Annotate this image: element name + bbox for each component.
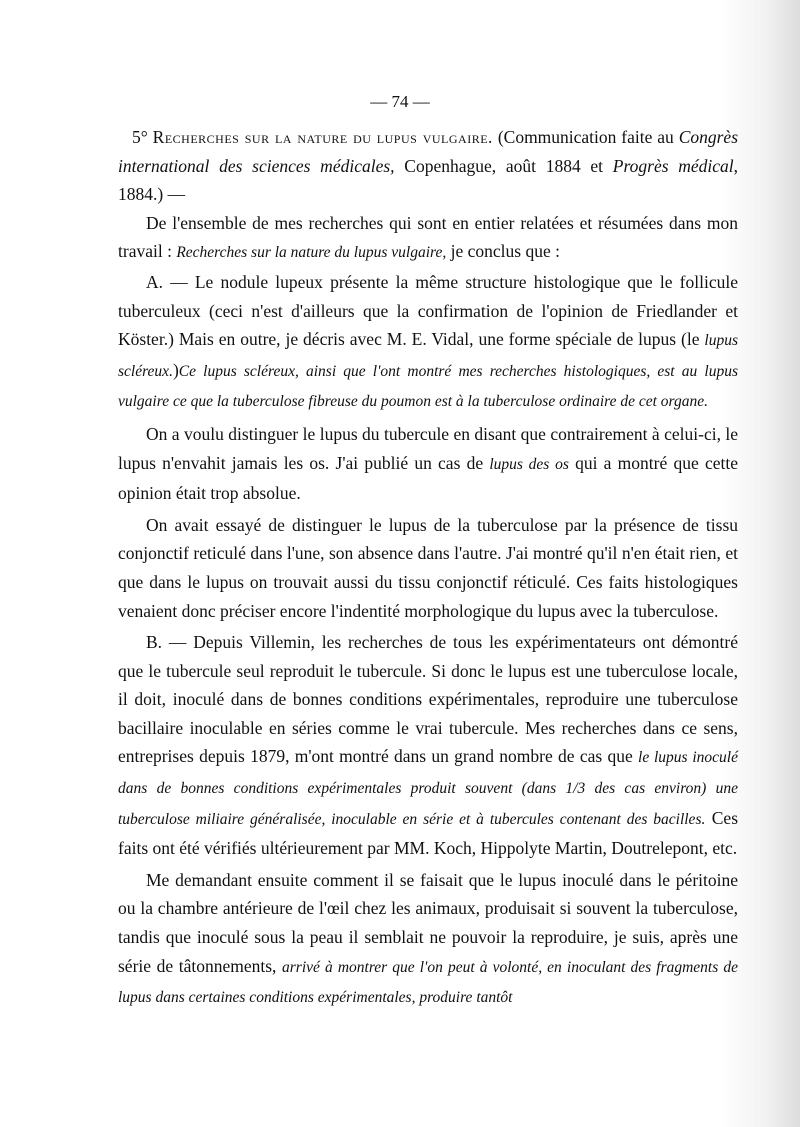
section-a-paragraph <box>118 268 738 417</box>
congress-location: Copenhague, août 1884 et <box>394 155 613 176</box>
intro-paragraph <box>118 209 738 268</box>
section-a-italic-name: lupus scléreux. <box>118 332 738 380</box>
section-b-italic: le lupus inoculé dans de bonnes conditions expérimentales produit souvent (dans 1/3 des cas environ) une tuberculose miliaire généralisée, inoculable en série et à tubercules contenant des bacilles. <box>118 749 738 828</box>
inoculation-italic: arrivé à montrer que l'on peut à volonté, en inoculant des fragments de lupus dans certaines conditions expérimentales, produire tantôt <box>118 958 738 1007</box>
item-5-paragraph <box>118 123 738 209</box>
item-heading: Recherches sur la nature du lupus vulgaire. <box>152 127 493 147</box>
intro-conclusion: je conclus que : <box>446 241 560 262</box>
section-b-text-b: Ces faits ont été vérifiés ultérieurement par MM. Koch, Hippolyte Martin, Doutrelepont, etc. <box>118 807 738 859</box>
bone-lupus-text-a: On a voulu distinguer le lupus du tubercule en disant que contrairement à celui-ci, le lupus n'envahit jamais les os. J'ai publié un cas de <box>118 423 738 473</box>
section-a-paren: ) <box>172 359 179 380</box>
bone-lupus-italic: lupus des os <box>489 455 569 473</box>
section-a-text: A. — Le nodule lupeux présente la même structure histologique que le follicule tuberculeux (ceci n'est d'ailleurs que la confirmation de l'opinion de Friedlander et Köster.) Mais en outre, je décris avec M. E. Vidal, une forme spéciale de lupus (le <box>118 271 738 350</box>
intro-text: De l'ensemble de mes recherches qui sont en entier relatées et résumées dans mon travail : <box>118 212 738 262</box>
inoculation-paragraph <box>118 866 738 1013</box>
congress-name: Congrès international des sciences médicales, <box>118 127 739 176</box>
item-lead: (Communication faite au <box>492 127 679 147</box>
section-b-text-a: B. — Depuis Villemin, les recherches de tous les expérimentateurs ont démontré que le tubercule seul reproduit le tubercule. Si donc le lupus est une tuberculose locale, il doit, inoculé dans de bonnes conditions expérimentales, reproduire une tuberculose bacillaire inoculable en séries comme le vrai tubercule. Mes recherches dans ce sens, entreprises depuis 1879, m'ont montré dans un grand nombre de cas que <box>118 632 738 767</box>
body-text <box>118 123 738 1013</box>
section-b-paragraph <box>118 628 738 863</box>
bone-lupus-paragraph <box>118 420 738 508</box>
journal-name: Progrès médical <box>612 155 734 176</box>
page-number: — 74 — <box>370 92 430 111</box>
item-tail: , 1884.) — <box>118 155 739 205</box>
bone-lupus-text-b: qui a montré que cette opinion était trop absolue. <box>118 452 738 504</box>
item-number: 5° <box>132 127 148 147</box>
intro-work-title: Recherches sur la nature du lupus vulgaire, <box>176 244 447 262</box>
section-a-italic-rest: Ce lupus scléreux, ainsi que l'ont montré mes recherches histologiques, est au lupus vulgaire ce que la tuberculose fibreuse du poumon est à la tuberculose ordinaire de cet organe. <box>118 362 738 411</box>
tissue-paragraph: On avait essayé de distinguer le lupus de la tuberculose par la présence de tissu conjonctif reticulé dans l'une, son absence dans l'autre. J'ai montré qu'il n'en était rien, et que dans le lupus on trouvait aussi du tissu conjonctif réticulé. Ces faits histologiques venaient donc préciser encore l'indentité morphologique du lupus avec la tuberculose. <box>118 514 738 621</box>
inoculation-text: Me demandant ensuite comment il se faisait que le lupus inoculé dans le péritoine ou la chambre antérieure de l'œil chez les animaux, produisait si souvent la tuberculose, tandis que inoculé sous la peau il semblait ne pouvoir la reproduire, je suis, après une série de tâtonnements, <box>118 869 738 976</box>
